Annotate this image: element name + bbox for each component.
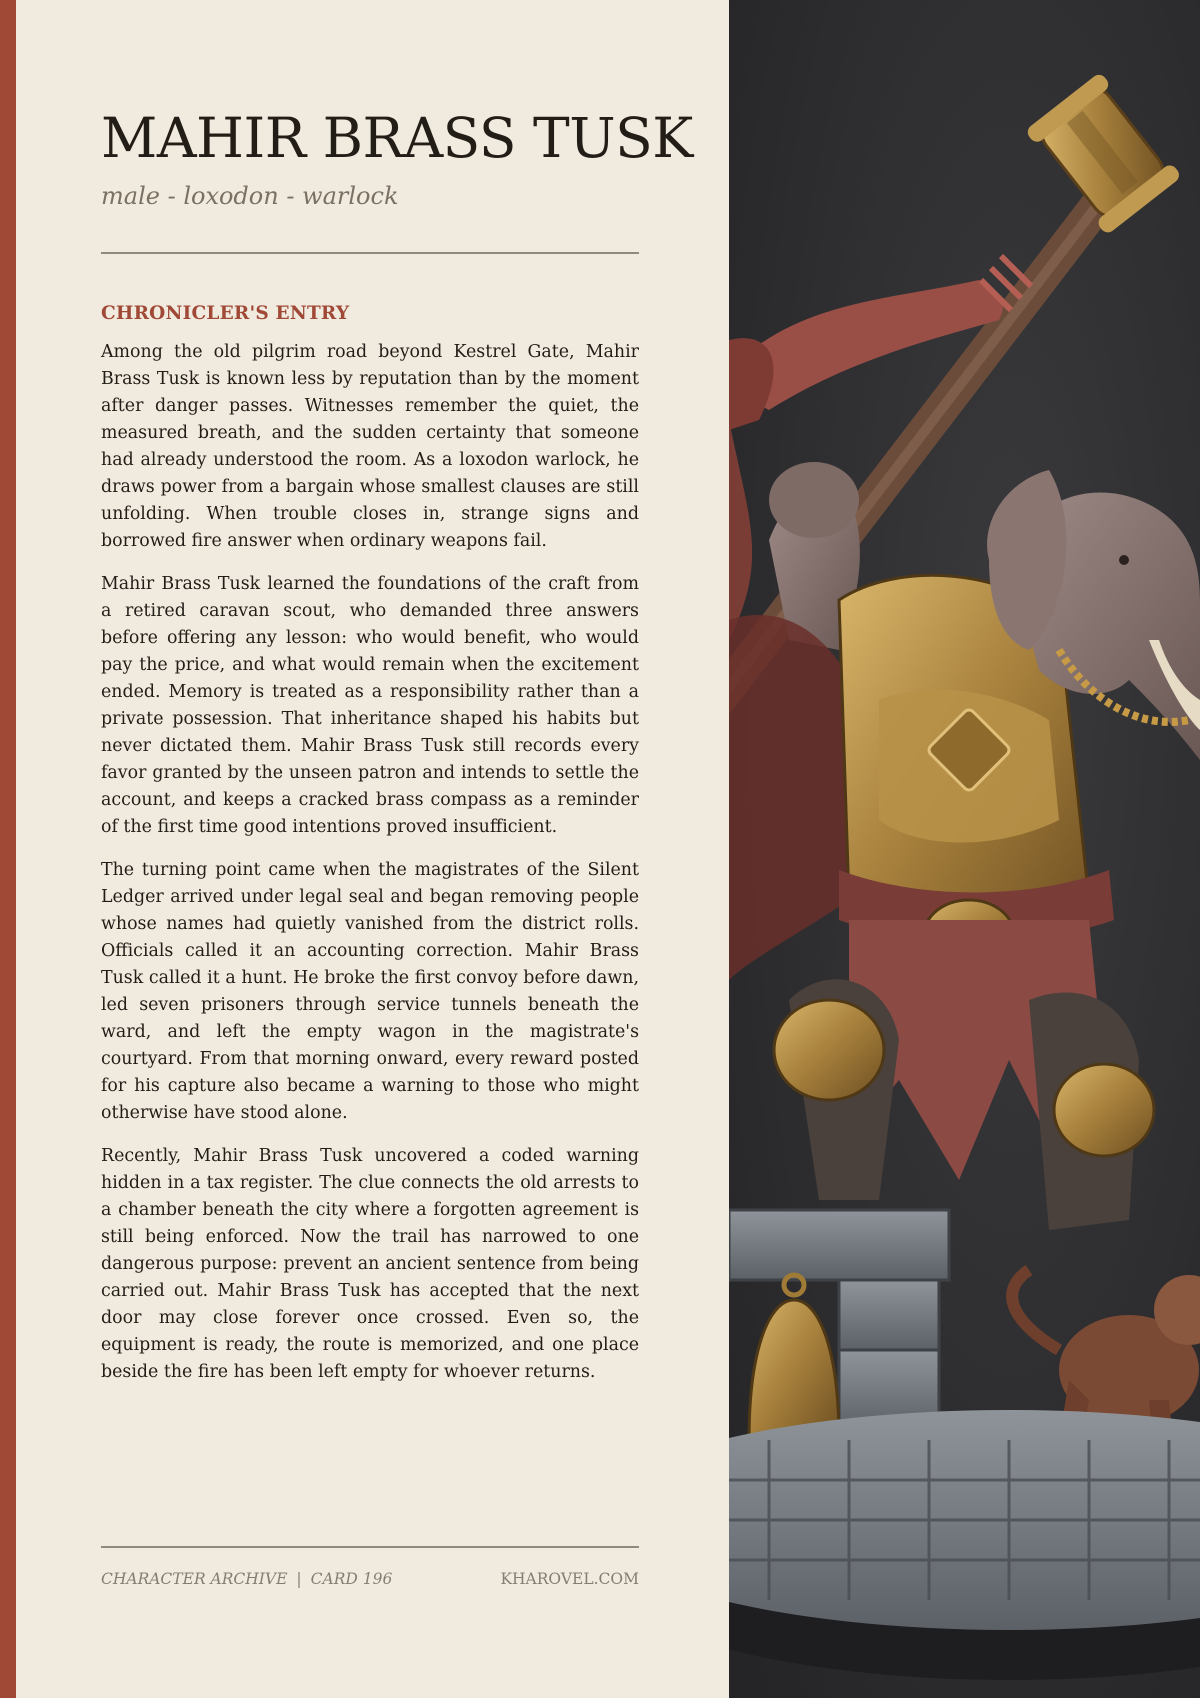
card-content — [101, 98, 693, 1386]
cobblestone-base — [729, 1410, 1200, 1680]
section-heading: CHRONICLER'S ENTRY — [101, 303, 350, 324]
character-name: MAHIR BRASS TUSK — [101, 106, 693, 170]
footer-separator: | — [296, 1570, 302, 1588]
header-divider — [101, 252, 639, 254]
miniature-illustration — [729, 0, 1200, 1698]
footer-site: KHAROVEL.COM — [500, 1570, 639, 1588]
entry-paragraph-1: Among the old pilgrim road beyond Kestrel Gate, Mahir Brass Tusk is known less by reputation than by the moment after danger passes. Witnesses remember the quiet, the measured breath, and the sudden certainty that someone had already understood the room. As a loxodon warlock, he draws power from a bargain whose smallest clauses are still unfolding. When trouble closes in, strange signs and borrowed fire answer when ordinary weapons fail. — [101, 342, 639, 551]
entry-paragraph-4: Recently, Mahir Brass Tusk uncovered a coded warning hidden in a tax register. The clue connects the old arrests to a chamber beneath the city where a forgotten agreement is still being enforced. Now the trail has narrowed to one dangerous purpose: prevent an ancient sentence from being carried out. Mahir Brass Tusk has accepted that the next door may close forever once crossed. Even so, the equipment is ready, the route is memorized, and one place beside the fire has been left empty for whoever returns. — [101, 1146, 639, 1382]
hand — [769, 462, 859, 538]
entry-paragraph-3: The turning point came when the magistrates of the Silent Ledger arrived under legal seal and began removing people whose names had quietly vanished from the district rolls. Officials called it an accounting correction. Mahir Brass Tusk called it a hunt. He broke the first convoy before dawn, led seven prisoners through service tunnels beneath the ward, and left the empty wagon in the magistrate's courtyard. From that morning onward, every reward posted for his capture also became a warning to those who might otherwise have stood alone. — [101, 860, 639, 1123]
character-subtitle: male - loxodon - warlock — [101, 182, 399, 210]
footer-card-number: CARD 196 — [310, 1570, 393, 1588]
entry-paragraph-2: Mahir Brass Tusk learned the foundations of the craft from a retired caravan scout, who demanded three answers before offering any lesson: who would benefit, who would pay the price, and what would remain when the excitement ended. Memory is treated as a responsibility rather than a private possession. That inheritance shaped his habits but never dictated them. Mahir Brass Tusk still records every favor granted by the unseen patron and intends to settle the account, and keeps a cracked brass compass as a reminder of the first time good intentions proved insufficient. — [101, 574, 639, 837]
card-footer — [101, 1546, 639, 1590]
footer-archive: CHARACTER ARCHIVE — [101, 1570, 288, 1588]
accent-bar — [0, 0, 16, 1698]
footer-divider — [101, 1546, 639, 1548]
footer-archive-label — [101, 1568, 392, 1590]
footer-row — [101, 1568, 639, 1590]
text-panel — [16, 0, 729, 1698]
character-portrait — [729, 0, 1200, 1698]
